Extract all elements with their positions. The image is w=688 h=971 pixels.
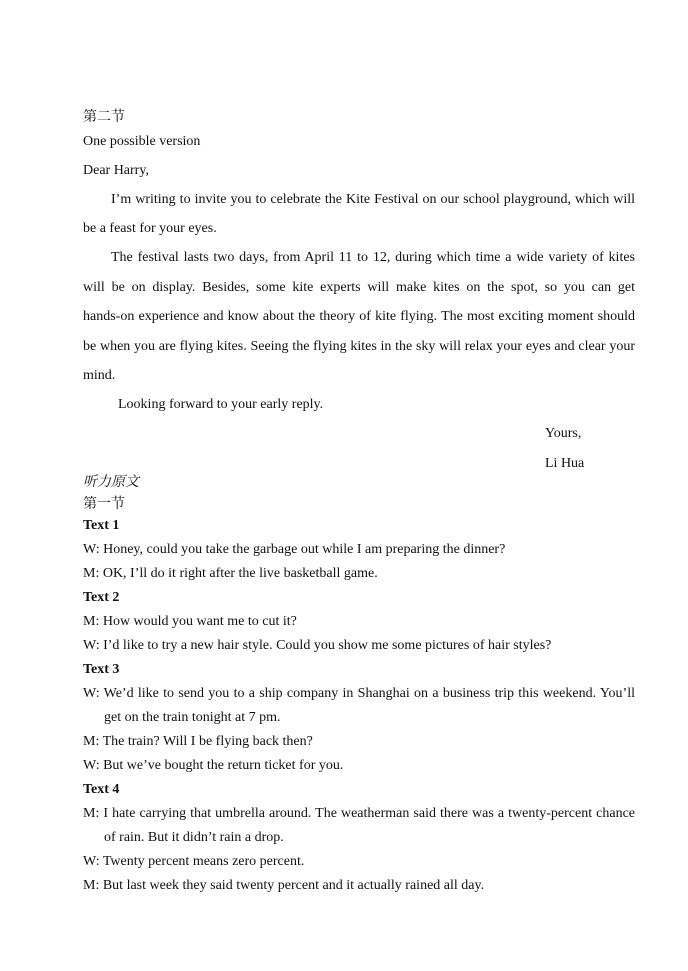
listening-section-1: 第一节 [83,497,125,512]
version-label: One possible version [83,134,201,149]
text-title: Text 4 [83,782,120,797]
letter-signature: Li Hua [545,456,585,471]
text-title: Text 2 [83,590,120,605]
paragraph-1-line-2: be a feast for your eyes. [83,221,217,236]
text-title: Text 3 [83,662,120,677]
letter-closing: Yours, [545,426,582,441]
dialogue-line: M: OK, I’ll do it right after the live basketball game. [83,566,378,581]
dialogue-line: M: How would you want me to cut it? [83,614,297,629]
dialogue-line: W: Honey, could you take the garbage out while I am preparing the dinner? [83,542,506,557]
paragraph-2-line-2: will be on display. Besides, some kite experts will make kites on the spot, so you can get [83,280,635,295]
paragraph-2-line-1: The festival lasts two days, from April 11 to 12, during which time a wide variety of kites [111,250,635,265]
section-heading: 第二节 [83,110,125,125]
dialogue-line: W: But we’ve bought the return ticket for you. [83,758,344,773]
dialogue-line: W: I’d like to try a new hair style. Could you show me some pictures of hair styles? [83,638,552,653]
listening-heading: 听力原文 [83,475,139,490]
dialogue-line-continued: get on the train tonight at 7 pm. [104,710,281,725]
dialogue-line: M: The train? Will I be flying back then? [83,734,313,749]
dialogue-line: M: But last week they said twenty percent and it actually rained all day. [83,878,485,893]
paragraph-2-line-5: mind. [83,368,116,383]
paragraph-2-line-4: be when you are flying kites. Seeing the flying kites in the sky will relax your eyes and clear your [83,339,635,354]
paragraph-1-line-1: I’m writing to invite you to celebrate the Kite Festival on our school playground, which will [111,192,635,207]
paragraph-3: Looking forward to your early reply. [118,397,324,412]
dialogue-line: W: We’d like to send you to a ship company in Shanghai on a business trip this weekend. You’ll [83,686,635,701]
text-title: Text 1 [83,518,120,533]
dialogue-line: M: I hate carrying that umbrella around. The weatherman said there was a twenty-percent chance [83,806,635,821]
dialogue-line: W: Twenty percent means zero percent. [83,854,305,869]
salutation: Dear Harry, [83,163,149,178]
dialogue-line-continued: of rain. But it didn’t rain a drop. [104,830,284,845]
paragraph-2-line-3: hands-on experience and know about the theory of kite flying. The most exciting moment should [83,309,635,324]
